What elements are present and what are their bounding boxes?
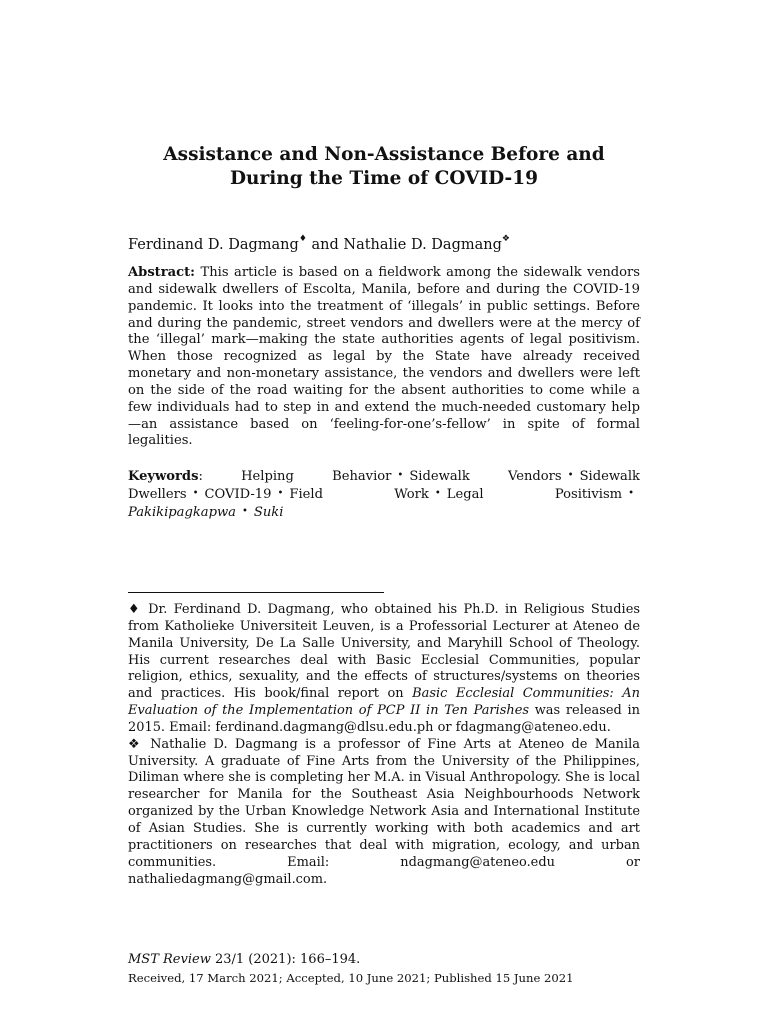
- keywords-line-2: [128, 486, 640, 504]
- keyword-separator: •: [434, 488, 441, 499]
- keyword-separator: •: [241, 506, 248, 517]
- keyword-item: Pakikipagkapwa: [128, 505, 236, 520]
- keywords: [128, 468, 640, 522]
- keyword-item: Legal Positivism: [446, 487, 623, 502]
- article-title: [128, 143, 640, 191]
- abstract-label: Abstract:: [128, 265, 195, 280]
- title-line-2: During the Time of COVID-19: [230, 168, 538, 189]
- footnotes: [128, 602, 640, 888]
- author-1-footnote-mark: ♦: [298, 234, 307, 244]
- footnote-1-text-after: was released in 2015. Email: ferdinand.dagmang@dlsu.edu.ph or fdagmang@ateneo.edu.: [128, 703, 640, 735]
- keyword-item: Sidewalk Vendors: [409, 469, 562, 484]
- journal-name: MST Review: [128, 952, 211, 967]
- keyword-item: Dwellers: [128, 487, 187, 502]
- keyword-item: Helping Behavior: [241, 469, 392, 484]
- keywords-line-1: Keywords: Helping Behavior • Sidewalk Vendors • Sidewalk: [128, 469, 640, 484]
- keyword-item: Sidewalk: [579, 469, 640, 484]
- author-conjunction: and: [306, 236, 344, 253]
- keyword-separator: •: [567, 470, 574, 481]
- author-1-name: Ferdinand D. Dagmang: [128, 236, 299, 253]
- publication-dates: Received, 17 March 2021; Accepted, 10 June 2021; Published 15 June 2021: [128, 971, 574, 985]
- citation-details: 23/1 (2021): 166–194.: [210, 952, 361, 967]
- footnote-1-book-title: Basic Ecclesial Communities: An Evaluation of the Implementation of PCP II in Ten Parishes: [128, 686, 640, 719]
- footnote-divider: [128, 592, 384, 593]
- keyword-separator: •: [277, 488, 284, 499]
- journal-citation: [128, 952, 640, 968]
- keyword-separator: •: [397, 470, 404, 481]
- abstract: [128, 265, 640, 450]
- author-2-name: Nathalie D. Dagmang: [343, 236, 502, 253]
- footnote-author-2: [128, 737, 640, 889]
- keywords-label: Keywords: [128, 469, 199, 484]
- keyword-separator: •: [628, 488, 634, 499]
- footnote-2-text: Nathalie D. Dagmang is a professor of Fine Arts at Ateneo de Manila University. A graduate of Fine Arts from the University of the Philippines, Diliman where she is completing her M.A. in Visual Anthropology. She is local researcher for Manila for the Southeast Asia Neighbourhoods Network organized by the Urban Knowledge Network Asia and International Institute of Asian Studies. She is currently working with both academics and art practitioners on researches that deal with migration, ecology, and urban communities. Email: ndagmang@ateneo.edu or nathaliedagmang@gmail.com.: [128, 736, 640, 887]
- keyword-item: Field Work: [289, 487, 429, 502]
- footnote-1-mark: ♦: [128, 602, 142, 617]
- keyword-item: COVID-19: [204, 487, 272, 502]
- author-line: [128, 231, 640, 255]
- keyword-separator: •: [192, 488, 199, 499]
- keyword-item: Suki: [253, 505, 284, 520]
- footnote-2-mark: ❖: [128, 736, 143, 752]
- footnote-author-1: [128, 602, 640, 737]
- abstract-text: This article is based on a fieldwork among the sidewalk vendors and sidewalk dwellers of Escolta, Manila, before and during the COVID-19 pandemic. It looks into the treatment of ‘illegals’ in public settings. Before and during the pandemic, street vendors and dwellers were at the mercy of the ‘illegal’ mark—making the state authorities agents of legal positivism. When those recognized as legal by the State have already received monetary and non-monetary assistance, the vendors and dwellers were left on the side of the road waiting for the absent authorities to come while a few individuals had to step in and extend the much-needed customary help—an assistance based on ‘feeling-for-one’s-fellow’ in spite of formal legalities.: [128, 265, 640, 449]
- footnote-1-text: Dr. Ferdinand D. Dagmang, who obtained his Ph.D. in Religious Studies from Katholieke Universiteit Leuven, is a Professorial Lecturer at Ateneo de Manila University, De La Salle University, and Maryhill School of Theology. His current researches deal with Basic Ecclesial Communities, popular religion, ethics, sexuality, and the effects of structures/systems on theories and practices. His book/final report on: [128, 602, 640, 702]
- title-line-1: Assistance and Non-Assistance Before and: [163, 144, 605, 165]
- author-2-footnote-mark: ❖: [501, 234, 510, 244]
- keywords-line-3: [128, 504, 640, 522]
